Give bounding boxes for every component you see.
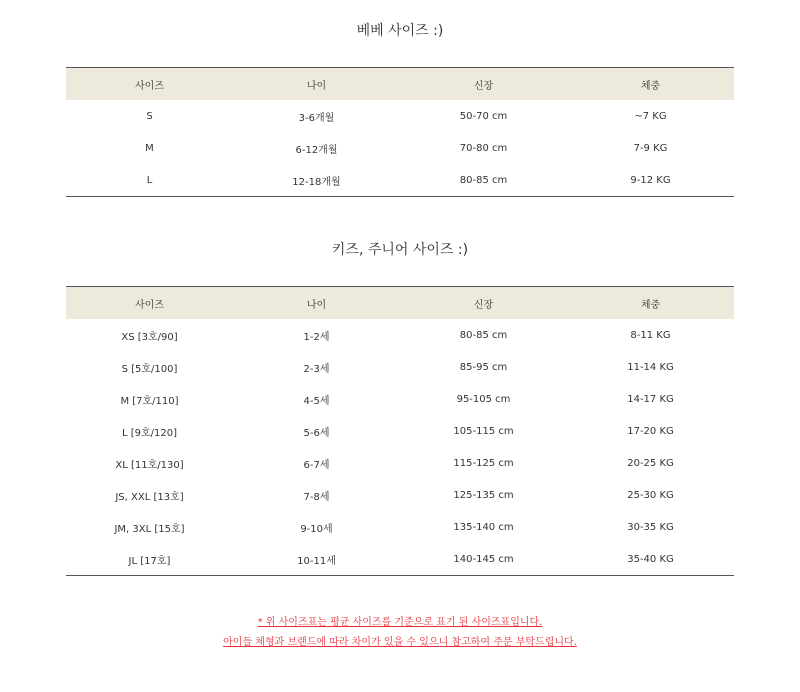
- header-size: 사이즈: [66, 68, 233, 101]
- cell-age: 6-12개월: [295, 144, 338, 156]
- cell-height: 70-80 cm: [459, 142, 508, 154]
- header-age: 나이: [233, 68, 400, 101]
- cell-age: 5-6세: [303, 427, 330, 439]
- header-weight: 체중: [567, 287, 734, 320]
- table-row: [66, 479, 734, 511]
- notice-line-1: * 위 사이즈표는 평균 사이즈를 기준으로 표기 된 사이즈표입니다.: [257, 617, 543, 628]
- cell-weight: 17-20 KG: [627, 425, 674, 437]
- cell-size: L [9호/120]: [121, 427, 178, 439]
- cell-weight: 20-25 KG: [627, 457, 674, 469]
- cell-height: 105-115 cm: [453, 425, 514, 437]
- table-row: [66, 511, 734, 543]
- table-row: [66, 132, 734, 164]
- cell-size: S [5호/100]: [121, 363, 178, 375]
- header-size: 사이즈: [66, 287, 233, 320]
- table-row: [66, 164, 734, 197]
- cell-height: 80-85 cm: [459, 329, 508, 341]
- cell-weight: 25-30 KG: [627, 489, 674, 501]
- table-row: [66, 543, 734, 576]
- cell-age: 12-18개월: [292, 176, 341, 188]
- header-height: 신장: [400, 68, 567, 101]
- cell-height: 50-70 cm: [459, 110, 508, 122]
- cell-weight: 30-35 KG: [627, 521, 674, 533]
- header-weight: 체중: [567, 68, 734, 101]
- cell-height: 85-95 cm: [459, 361, 508, 373]
- table-row: [66, 415, 734, 447]
- cell-height: 115-125 cm: [453, 457, 514, 469]
- cell-weight: 8-11 KG: [630, 329, 671, 341]
- cell-age: 3-6개월: [298, 112, 335, 124]
- kids-size-table: [66, 286, 734, 576]
- table-row: [66, 351, 734, 383]
- baby-size-table: [66, 67, 734, 197]
- notice-line-2: 아이들 체형과 브랜드에 따라 차이가 있을 수 있으니 참고하여 주문 부탁드립니다.: [223, 637, 577, 648]
- cell-weight: 35-40 KG: [627, 553, 674, 565]
- cell-size: JL [17호]: [128, 555, 171, 567]
- cell-size: L: [146, 174, 153, 186]
- kids-size-title: 키즈, 주니어 사이즈 :): [331, 242, 469, 258]
- header-height: 신장: [400, 287, 567, 320]
- cell-age: 9-10세: [300, 523, 333, 535]
- cell-age: 7-8세: [303, 491, 330, 503]
- cell-age: 1-2세: [303, 331, 330, 343]
- table-header-row: [66, 287, 734, 320]
- cell-size: JS, XXL [13호]: [115, 491, 184, 503]
- cell-height: 80-85 cm: [459, 174, 508, 186]
- cell-size: JM, 3XL [15호]: [114, 523, 185, 535]
- table-row: [66, 100, 734, 132]
- cell-height: 95-105 cm: [456, 393, 511, 405]
- cell-size: M [7호/110]: [120, 395, 179, 407]
- header-age: 나이: [233, 287, 400, 320]
- cell-height: 135-140 cm: [453, 521, 514, 533]
- cell-weight: 14-17 KG: [627, 393, 674, 405]
- table-row: [66, 383, 734, 415]
- cell-weight: 11-14 KG: [627, 361, 674, 373]
- cell-size: XL [11호/130]: [115, 459, 184, 471]
- cell-age: 4-5세: [303, 395, 330, 407]
- cell-height: 140-145 cm: [453, 553, 514, 565]
- cell-age: 6-7세: [303, 459, 330, 471]
- cell-weight: 7-9 KG: [633, 142, 668, 154]
- cell-size: M: [145, 142, 154, 154]
- cell-height: 125-135 cm: [453, 489, 514, 501]
- cell-weight: ~7 KG: [634, 110, 667, 122]
- cell-age: 2-3세: [303, 363, 330, 375]
- cell-weight: 9-12 KG: [630, 174, 671, 186]
- table-header-row: [66, 68, 734, 101]
- table-row: [66, 319, 734, 351]
- baby-size-title: 베베 사이즈 :): [356, 23, 444, 39]
- cell-size: S: [146, 110, 153, 122]
- cell-size: XS [3호/90]: [121, 331, 178, 343]
- table-row: [66, 447, 734, 479]
- cell-age: 10-11세: [297, 555, 336, 567]
